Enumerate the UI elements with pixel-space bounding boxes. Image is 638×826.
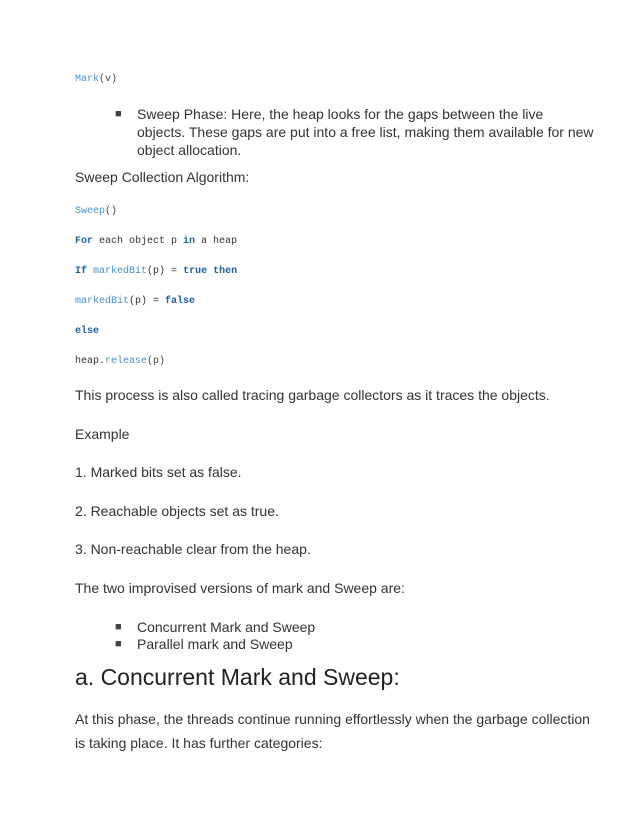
code-line-2 bbox=[75, 236, 237, 247]
code-line-3 bbox=[75, 266, 237, 277]
code-function-markedbit: markedBit bbox=[93, 266, 148, 277]
step-item: 2. Reachable objects set as true. bbox=[75, 503, 279, 519]
section-heading: a. Concurrent Mark and Sweep: bbox=[75, 664, 400, 690]
code-line-6 bbox=[75, 356, 165, 367]
code-text: (p) = bbox=[147, 266, 184, 277]
bullet-line: Sweep Phase: Here, the heap looks for the gaps between the live bbox=[137, 106, 544, 122]
code-keyword-false: false bbox=[165, 296, 196, 307]
code-text: a heap bbox=[195, 236, 238, 247]
square-bullet-icon: ■ bbox=[115, 108, 122, 120]
code-function-sweep: Sweep bbox=[75, 206, 106, 217]
code-function-release: release bbox=[105, 356, 148, 367]
versions-intro: The two improvised versions of mark and Sweep are: bbox=[75, 580, 405, 596]
code-args: (v) bbox=[99, 74, 118, 85]
bullet-version-label: Parallel mark and Sweep bbox=[137, 636, 293, 652]
step-item: 3. Non-reachable clear from the heap. bbox=[75, 541, 311, 557]
final-paragraph-line: At this phase, the threads continue running effortlessly when the garbage collection bbox=[75, 711, 590, 727]
code-text: each object p bbox=[93, 236, 184, 247]
code-keyword-for: For bbox=[75, 236, 94, 247]
code-keyword-if: If bbox=[75, 266, 88, 277]
bullet-version-label: Concurrent Mark and Sweep bbox=[137, 619, 316, 635]
square-bullet-icon: ■ bbox=[115, 638, 122, 650]
code-function-mark: Mark bbox=[75, 74, 100, 85]
code-punctuation: (p) bbox=[147, 356, 166, 367]
paragraph-tracing: This process is also called tracing garbage collectors as it traces the objects. bbox=[75, 387, 550, 403]
sweep-algorithm-title: Sweep Collection Algorithm: bbox=[75, 169, 250, 185]
bullet-line: object allocation. bbox=[137, 142, 242, 158]
code-keyword-else: else bbox=[75, 326, 100, 337]
code-text: heap. bbox=[75, 356, 106, 367]
code-keyword-in: in bbox=[183, 236, 196, 247]
code-line-1 bbox=[75, 206, 117, 217]
code-line-5 bbox=[75, 326, 99, 337]
code-function-markedbit: markedBit bbox=[75, 296, 130, 307]
square-bullet-icon: ■ bbox=[115, 621, 122, 633]
code-line-4 bbox=[75, 296, 195, 307]
final-paragraph-line: is taking place. It has further categories: bbox=[75, 735, 323, 751]
bullet-line: objects. These gaps are put into a free list, making them available for new bbox=[137, 124, 594, 140]
code-punctuation: () bbox=[105, 206, 118, 217]
code-keyword-true-then: true then bbox=[183, 266, 238, 277]
code-text: (p) = bbox=[129, 296, 166, 307]
step-item: 1. Marked bits set as false. bbox=[75, 464, 242, 480]
example-label: Example bbox=[75, 426, 130, 442]
code-mark-call bbox=[75, 74, 117, 85]
